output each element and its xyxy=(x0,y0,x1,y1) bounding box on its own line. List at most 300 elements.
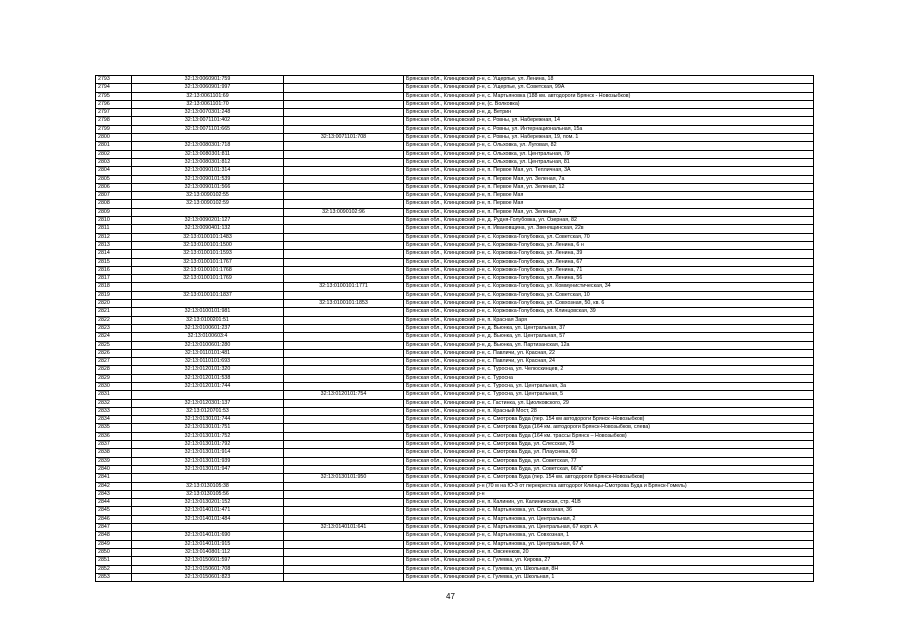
row-number-cell: 2829 xyxy=(96,374,132,382)
row-number-cell: 2845 xyxy=(96,507,132,515)
address-cell: Брянская обл., Клинцовский р-н, с. Коржовка-Голубовка, ул. Ленина, 39 xyxy=(404,250,814,258)
table-row xyxy=(96,208,814,216)
table-row xyxy=(96,548,814,556)
table-row xyxy=(96,524,814,532)
address-cell: Брянская обл., Клинцовский р-н, с. Ольховка, ул. Луговая, 82 xyxy=(404,142,814,150)
address-cell: Брянская обл., Клинцовский р-н, с. Коржовка-Голубовка, ул. Ленина, 71 xyxy=(404,266,814,274)
row-number-cell: 2817 xyxy=(96,275,132,283)
table-row xyxy=(96,532,814,540)
cadastral-number-alt-cell xyxy=(284,407,404,415)
cadastral-number-cell: 32:13:0140101:690 xyxy=(132,532,284,540)
table-row xyxy=(96,316,814,324)
address-cell: Брянская обл., Клинцовский р-н, с. Смотрова Буда, ул. Слесская, 75 xyxy=(404,441,814,449)
cadastral-number-alt-cell xyxy=(284,374,404,382)
cadastral-number-alt-cell xyxy=(284,167,404,175)
table-row xyxy=(96,465,814,473)
cadastral-number-alt-cell xyxy=(284,324,404,332)
address-cell: Брянская обл., Клинцовский р-н, с. Коржовка-Голубовка, ул. Совхозная, 50, кв. 6 xyxy=(404,300,814,308)
cadastral-number-cell: 32:13:0090101:314 xyxy=(132,167,284,175)
cadastral-number-cell: 32:13:0150601:823 xyxy=(132,573,284,581)
cadastral-number-cell: 32:13:0120101:538 xyxy=(132,374,284,382)
table-row xyxy=(96,109,814,117)
cadastral-number-cell xyxy=(132,391,284,399)
address-cell: Брянская обл., Клинцовский р-н, д. Вьюнка, ул. Центральная, 37 xyxy=(404,324,814,332)
cadastral-number-cell: 32:13:0090101:566 xyxy=(132,183,284,191)
table-row xyxy=(96,217,814,225)
address-cell: Брянская обл., Клинцовский р-н, (с. Волковка) xyxy=(404,100,814,108)
table-body xyxy=(96,76,814,582)
address-cell: Брянская обл., Клинцовский р-н, с. Ровны, ул. Интернациональная, 15а xyxy=(404,125,814,133)
row-number-cell: 2804 xyxy=(96,167,132,175)
address-cell: Брянская обл., Клинцовский р-н, п. Первое Мая xyxy=(404,200,814,208)
cadastral-number-cell: 32:13:0080301:812 xyxy=(132,158,284,166)
cadastral-number-cell: 32:13:0120101:320 xyxy=(132,366,284,374)
row-number-cell: 2821 xyxy=(96,308,132,316)
cadastral-number-cell: 32:13:0140101:471 xyxy=(132,507,284,515)
row-number-cell: 2823 xyxy=(96,324,132,332)
cadastral-number-alt-cell: 32:13:0071101:708 xyxy=(284,134,404,142)
table-row xyxy=(96,424,814,432)
cadastral-number-alt-cell xyxy=(284,382,404,390)
row-number-cell: 2840 xyxy=(96,465,132,473)
row-number-cell: 2849 xyxy=(96,540,132,548)
row-number-cell: 2816 xyxy=(96,266,132,274)
cadastral-number-cell: 32:13:0150601:708 xyxy=(132,565,284,573)
table-row xyxy=(96,275,814,283)
cadastral-number-cell: 32:13:0130101:751 xyxy=(132,424,284,432)
cadastral-number-alt-cell xyxy=(284,333,404,341)
address-cell: Брянская обл., Клинцовский р-н, с. Ущерпье, ул. Ленина, 18 xyxy=(404,76,814,84)
cadastral-number-alt-cell xyxy=(284,217,404,225)
cadastral-number-cell xyxy=(132,474,284,482)
cadastral-number-alt-cell xyxy=(284,241,404,249)
cadastral-number-alt-cell xyxy=(284,225,404,233)
row-number-cell: 2837 xyxy=(96,441,132,449)
table-row xyxy=(96,200,814,208)
cadastral-number-cell: 32:13:0140801:112 xyxy=(132,548,284,556)
row-number-cell: 2803 xyxy=(96,158,132,166)
table-row xyxy=(96,192,814,200)
cadastral-number-cell: 32:13:0100201:51 xyxy=(132,316,284,324)
address-cell: Брянская обл., Клинцовский р-н, с. Коржовка-Голубовка, ул. Клинцовская, 39 xyxy=(404,308,814,316)
cadastral-number-cell xyxy=(132,134,284,142)
cadastral-number-alt-cell xyxy=(284,540,404,548)
cadastral-number-alt-cell: 32:13:0140101:641 xyxy=(284,524,404,532)
address-cell: Брянская обл., Клинцовский р-н, п. Первое Мая, ул. Зеленая, 7 xyxy=(404,208,814,216)
row-number-cell: 2819 xyxy=(96,291,132,299)
cadastral-number-alt-cell xyxy=(284,465,404,473)
address-cell: Брянская обл., Клинцовский р-н, д. Вьюнка, ул. Партизанская, 12а xyxy=(404,341,814,349)
table-row xyxy=(96,241,814,249)
cadastral-number-alt-cell xyxy=(284,175,404,183)
row-number-cell: 2818 xyxy=(96,283,132,291)
cadastral-number-alt-cell xyxy=(284,125,404,133)
cadastral-number-cell: 32:13:0130101:947 xyxy=(132,465,284,473)
cadastral-number-cell: 32:13:0100101:1500 xyxy=(132,241,284,249)
table-row xyxy=(96,457,814,465)
table-row xyxy=(96,300,814,308)
row-number-cell: 2828 xyxy=(96,366,132,374)
cadastral-number-cell: 32:13:0110101:481 xyxy=(132,349,284,357)
cadastral-number-alt-cell xyxy=(284,142,404,150)
table-row xyxy=(96,391,814,399)
table-row xyxy=(96,84,814,92)
cadastral-number-cell: 32:13:0090101:539 xyxy=(132,175,284,183)
address-cell: Брянская обл., Клинцовский р-н, с. Смотрова Буда (пер. 154 км автодороги Брянск -Новозыбков) xyxy=(404,416,814,424)
cadastral-number-cell: 32:13:0130101:792 xyxy=(132,441,284,449)
cadastral-number-cell: 32:13:0090401:132 xyxy=(132,225,284,233)
cadastral-number-alt-cell xyxy=(284,316,404,324)
address-cell: Брянская обл., Клинцовский р-н, с. Мартьяновка, ул. Совхозная, 36 xyxy=(404,507,814,515)
cadastral-number-cell: 32:13:0110101:693 xyxy=(132,358,284,366)
table-row xyxy=(96,183,814,191)
table-row xyxy=(96,225,814,233)
cadastral-number-alt-cell xyxy=(284,449,404,457)
cadastral-number-cell: 32:13:0120301:137 xyxy=(132,399,284,407)
table-row xyxy=(96,490,814,498)
cadastral-number-alt-cell xyxy=(284,200,404,208)
cadastral-number-alt-cell xyxy=(284,416,404,424)
cadastral-number-cell: 32:13:0061101:70 xyxy=(132,100,284,108)
address-cell: Брянская обл., Клинцовский р-н, с. Туросна, ул. Челюскинцев, 2 xyxy=(404,366,814,374)
row-number-cell: 2805 xyxy=(96,175,132,183)
address-cell: Брянская обл., Клинцовский р-н, с. Мартьяновка, ул. Центральная, 67 корп. А xyxy=(404,524,814,532)
row-number-cell: 2798 xyxy=(96,117,132,125)
row-number-cell: 2839 xyxy=(96,457,132,465)
cadastral-number-cell: 32:13:0061101:69 xyxy=(132,92,284,100)
cadastral-number-cell: 32:13:0100601:237 xyxy=(132,324,284,332)
cadastral-number-alt-cell xyxy=(284,507,404,515)
row-number-cell: 2811 xyxy=(96,225,132,233)
address-cell: Брянская обл., Клинцовский р-н, п. Первое Мая, ул. Зеленая, 7а xyxy=(404,175,814,183)
address-cell: Брянская обл., Клинцовский р-н, с. Гастинка, ул. Циолковского, 29 xyxy=(404,399,814,407)
row-number-cell: 2820 xyxy=(96,300,132,308)
row-number-cell: 2838 xyxy=(96,449,132,457)
cadastral-number-cell: 32:13:0100101:1483 xyxy=(132,233,284,241)
row-number-cell: 2843 xyxy=(96,490,132,498)
table-row xyxy=(96,441,814,449)
cadastral-table xyxy=(95,75,814,582)
table-row xyxy=(96,565,814,573)
cadastral-number-cell: 32:13:0060901:997 xyxy=(132,84,284,92)
cadastral-number-cell: 32:13:0130201:152 xyxy=(132,499,284,507)
cadastral-number-cell: 32:13:0130105:38 xyxy=(132,482,284,490)
cadastral-number-alt-cell xyxy=(284,399,404,407)
table-row xyxy=(96,557,814,565)
cadastral-number-cell: 32:13:0080301:811 xyxy=(132,150,284,158)
address-cell: Брянская обл., Клинцовский р-н, с. Гулевка, ул. Школьная, 8Н xyxy=(404,565,814,573)
table-row xyxy=(96,233,814,241)
cadastral-number-alt-cell: 32:13:0100101:1853 xyxy=(284,300,404,308)
table-row xyxy=(96,416,814,424)
address-cell: Брянская обл., Клинцовский р-н, п. Красный Мост, 28 xyxy=(404,407,814,415)
address-cell: Брянская обл., Клинцовский р-н, с. Мартьяновка, ул. Центральная, 67 А xyxy=(404,540,814,548)
row-number-cell: 2846 xyxy=(96,515,132,523)
address-cell: Брянская обл., Клинцовский р-н, с. Ольховка, ул. Центральная, 81 xyxy=(404,158,814,166)
address-cell: Брянская обл., Клинцовский р-н, с. Смотрова Буда, ул. Советская, 77 xyxy=(404,457,814,465)
address-cell: Брянская обл., Клинцовский р-н, п. Ивановщина, ул. Звенящинская, 22в xyxy=(404,225,814,233)
table-row xyxy=(96,573,814,581)
address-cell: Брянская обл., Клинцовский р-н, с. Гулевка, ул. Кирова, 27 xyxy=(404,557,814,565)
address-cell: Брянская обл., Клинцовский р-н, д. Вьюнка, ул. Центральная, 57 xyxy=(404,333,814,341)
row-number-cell: 2799 xyxy=(96,125,132,133)
address-cell: Брянская обл., Клинцовский р-н, с. Смотрова Буда (пер. 154 км. автодороги Брянск-Новозыбков) xyxy=(404,474,814,482)
cadastral-number-alt-cell xyxy=(284,565,404,573)
address-cell: Брянская обл., Клинцовский р-н, с. Туросна, ул. Центральная, 5 xyxy=(404,391,814,399)
cadastral-number-cell: 32:13:0080301:718 xyxy=(132,142,284,150)
address-cell: Брянская обл., Клинцовский р-н, с. Коржовка-Голубовка, ул. Ленина, 6 н xyxy=(404,241,814,249)
address-cell: Брянская обл., Клинцовский р-н, п. Первое Мая, ул. Зеленая, 12 xyxy=(404,183,814,191)
cadastral-number-cell: 32:13:0130101:914 xyxy=(132,449,284,457)
cadastral-number-cell: 32:13:0150601:597 xyxy=(132,557,284,565)
table-row xyxy=(96,499,814,507)
cadastral-number-alt-cell xyxy=(284,84,404,92)
cadastral-number-cell: 32:13:0100101:1837 xyxy=(132,291,284,299)
address-cell: Брянская обл., Клинцовский р-н, с. Павличи, ул. Красная, 22 xyxy=(404,349,814,357)
row-number-cell: 2794 xyxy=(96,84,132,92)
cadastral-number-alt-cell: 32:13:0100101:1771 xyxy=(284,283,404,291)
row-number-cell: 2836 xyxy=(96,432,132,440)
table-row xyxy=(96,92,814,100)
cadastral-number-cell: 32:13:0130101:752 xyxy=(132,432,284,440)
cadastral-number-cell: 32:13:0100601:280 xyxy=(132,341,284,349)
address-cell: Брянская обл., Клинцовский р-н, д. Рудня-Голубовка, ул. Озерная, 82 xyxy=(404,217,814,225)
table-row xyxy=(96,515,814,523)
row-number-cell: 2806 xyxy=(96,183,132,191)
cadastral-number-cell: 32:13:0071101:665 xyxy=(132,125,284,133)
cadastral-number-alt-cell xyxy=(284,366,404,374)
table-row xyxy=(96,399,814,407)
table-row xyxy=(96,142,814,150)
cadastral-number-cell xyxy=(132,208,284,216)
cadastral-number-alt-cell xyxy=(284,532,404,540)
address-cell: Брянская обл., Клинцовский р-н, с. Мартьяновка, ул. Совхозная, 1 xyxy=(404,532,814,540)
cadastral-number-alt-cell xyxy=(284,250,404,258)
table-row xyxy=(96,382,814,390)
row-number-cell: 2847 xyxy=(96,524,132,532)
table-row xyxy=(96,366,814,374)
cadastral-number-alt-cell xyxy=(284,291,404,299)
cadastral-number-alt-cell xyxy=(284,482,404,490)
cadastral-number-cell: 32:13:0130101:939 xyxy=(132,457,284,465)
cadastral-number-alt-cell xyxy=(284,117,404,125)
address-cell: Брянская обл., Клинцовский р-н, с. Туросна xyxy=(404,374,814,382)
cadastral-number-alt-cell xyxy=(284,490,404,498)
cadastral-number-cell xyxy=(132,283,284,291)
address-cell: Брянская обл., Клинцовский р-н, с. Коржовка-Голубовка, ул. Ленина, 67 xyxy=(404,258,814,266)
cadastral-number-alt-cell xyxy=(284,192,404,200)
row-number-cell: 2815 xyxy=(96,258,132,266)
table-row xyxy=(96,474,814,482)
table-row xyxy=(96,374,814,382)
row-number-cell: 2793 xyxy=(96,76,132,84)
row-number-cell: 2844 xyxy=(96,499,132,507)
table-row xyxy=(96,341,814,349)
cadastral-number-alt-cell: 32:13:0130101:950 xyxy=(284,474,404,482)
address-cell: Брянская обл., Клинцовский р-н, с. Коржовка-Голубовка, ул. Советская, 10 xyxy=(404,291,814,299)
address-cell: Брянская обл., Клинцовский р-н, с. Гулевка, ул. Школьная, 1 xyxy=(404,573,814,581)
address-cell: Брянская обл., Клинцовский р-н (70 м на Ю-З от перекрестка автодорог Клинцы-Смотрова Буда и Брянск-Гомель) xyxy=(404,482,814,490)
cadastral-number-cell: 32:13:0130101:744 xyxy=(132,416,284,424)
row-number-cell: 2827 xyxy=(96,358,132,366)
address-cell: Брянская обл., Клинцовский р-н, с. Смотрова Буда (164 км. трассы Брянск – Новозыбков) xyxy=(404,432,814,440)
row-number-cell: 2812 xyxy=(96,233,132,241)
cadastral-number-cell: 32:13:0060901:759 xyxy=(132,76,284,84)
cadastral-number-alt-cell xyxy=(284,573,404,581)
table-row xyxy=(96,507,814,515)
row-number-cell: 2796 xyxy=(96,100,132,108)
cadastral-number-cell: 32:13:0120101:744 xyxy=(132,382,284,390)
table-row xyxy=(96,266,814,274)
row-number-cell: 2801 xyxy=(96,142,132,150)
address-cell: Брянская обл., Клинцовский р-н, с. Смотрова Буда, ул. Плауснека, 60 xyxy=(404,449,814,457)
table-row xyxy=(96,540,814,548)
row-number-cell: 2802 xyxy=(96,150,132,158)
cadastral-number-cell: 32:13:0100101:1593 xyxy=(132,250,284,258)
address-cell: Брянская обл., Клинцовский р-н, с. Ровны, ул. Набережная, 14 xyxy=(404,117,814,125)
row-number-cell: 2851 xyxy=(96,557,132,565)
table-row xyxy=(96,291,814,299)
cadastral-number-alt-cell xyxy=(284,341,404,349)
cadastral-number-alt-cell xyxy=(284,308,404,316)
row-number-cell: 2810 xyxy=(96,217,132,225)
cadastral-number-cell: 32:13:0100101:981 xyxy=(132,308,284,316)
table-row xyxy=(96,117,814,125)
cadastral-number-cell: 32:13:0100603:4 xyxy=(132,333,284,341)
row-number-cell: 2826 xyxy=(96,349,132,357)
table-row xyxy=(96,175,814,183)
address-cell: Брянская обл., Клинцовский р-н, с. Ущерпье, ул. Советская, 99А xyxy=(404,84,814,92)
cadastral-number-alt-cell xyxy=(284,441,404,449)
cadastral-number-cell: 32:13:0120701:53 xyxy=(132,407,284,415)
cadastral-number-alt-cell xyxy=(284,183,404,191)
row-number-cell: 2809 xyxy=(96,208,132,216)
table-row xyxy=(96,125,814,133)
table-row xyxy=(96,407,814,415)
row-number-cell: 2853 xyxy=(96,573,132,581)
address-cell: Брянская обл., Клинцовский р-н, с. Мартьяновка, ул. Центральная, 2 xyxy=(404,515,814,523)
cadastral-number-cell: 32:13:0130105:56 xyxy=(132,490,284,498)
address-cell: Брянская обл., Клинцовский р-н, п. Первое Мая xyxy=(404,192,814,200)
cadastral-number-alt-cell xyxy=(284,100,404,108)
cadastral-number-alt-cell: 32:13:0090102:96 xyxy=(284,208,404,216)
cadastral-number-cell: 32:13:0070301:248 xyxy=(132,109,284,117)
table-row xyxy=(96,167,814,175)
cadastral-number-cell xyxy=(132,524,284,532)
address-cell: Брянская обл., Клинцовский р-н, п. Первое Мая, ул. Тепличная, 3А xyxy=(404,167,814,175)
address-cell: Брянская обл., Клинцовский р-н, с. Смотрова Буда, ул. Советская, 66"а" xyxy=(404,465,814,473)
row-number-cell: 2813 xyxy=(96,241,132,249)
cadastral-number-alt-cell xyxy=(284,275,404,283)
row-number-cell: 2825 xyxy=(96,341,132,349)
cadastral-number-alt-cell xyxy=(284,76,404,84)
address-cell: Брянская обл., Клинцовский р-н xyxy=(404,490,814,498)
cadastral-number-alt-cell xyxy=(284,233,404,241)
row-number-cell: 2832 xyxy=(96,399,132,407)
cadastral-number-alt-cell xyxy=(284,266,404,274)
address-cell: Брянская обл., Клинцовский р-н, с. Мартьяновка (188 км. автодороги Брянск - Новозыбков) xyxy=(404,92,814,100)
cadastral-number-cell: 32:13:0100101:1769 xyxy=(132,275,284,283)
address-cell: Брянская обл., Клинцовский р-н, с. Смотрова Буда (164 км. автодороги Брянск-Новозыбков, слева) xyxy=(404,424,814,432)
row-number-cell: 2831 xyxy=(96,391,132,399)
cadastral-number-cell: 32:13:0090201:127 xyxy=(132,217,284,225)
address-cell: Брянская обл., Клинцовский р-н, с. Павличи, ул. Красная, 24 xyxy=(404,358,814,366)
row-number-cell: 2814 xyxy=(96,250,132,258)
row-number-cell: 2830 xyxy=(96,382,132,390)
cadastral-number-alt-cell xyxy=(284,457,404,465)
cadastral-number-alt-cell xyxy=(284,92,404,100)
cadastral-number-cell: 32:13:0100101:1767 xyxy=(132,258,284,266)
table-row xyxy=(96,250,814,258)
row-number-cell: 2852 xyxy=(96,565,132,573)
row-number-cell: 2822 xyxy=(96,316,132,324)
row-number-cell: 2797 xyxy=(96,109,132,117)
cadastral-number-alt-cell: 32:13:0120101:754 xyxy=(284,391,404,399)
table-row xyxy=(96,333,814,341)
cadastral-number-cell xyxy=(132,300,284,308)
cadastral-number-alt-cell xyxy=(284,158,404,166)
table-row xyxy=(96,76,814,84)
row-number-cell: 2800 xyxy=(96,134,132,142)
row-number-cell: 2842 xyxy=(96,482,132,490)
table-row xyxy=(96,308,814,316)
cadastral-number-alt-cell xyxy=(284,109,404,117)
address-cell: Брянская обл., Клинцовский р-н, п. Калинин, ул. Калининская, стр. 41В xyxy=(404,499,814,507)
table-row xyxy=(96,258,814,266)
address-cell: Брянская обл., Клинцовский р-н, с. Туросна, ул. Центральная, 3а xyxy=(404,382,814,390)
table-row xyxy=(96,150,814,158)
cadastral-number-cell: 32:13:0100101:1768 xyxy=(132,266,284,274)
table-row xyxy=(96,432,814,440)
table-row xyxy=(96,283,814,291)
cadastral-number-alt-cell xyxy=(284,557,404,565)
address-cell: Брянская обл., Клинцовский р-н, п. Красная Заря xyxy=(404,316,814,324)
cadastral-number-alt-cell xyxy=(284,515,404,523)
cadastral-number-alt-cell xyxy=(284,424,404,432)
cadastral-number-alt-cell xyxy=(284,150,404,158)
row-number-cell: 2841 xyxy=(96,474,132,482)
row-number-cell: 2808 xyxy=(96,200,132,208)
cadastral-number-cell: 32:13:0140101:915 xyxy=(132,540,284,548)
cadastral-number-cell: 32:13:0140101:484 xyxy=(132,515,284,523)
row-number-cell: 2824 xyxy=(96,333,132,341)
cadastral-number-cell: 32:13:0071101:402 xyxy=(132,117,284,125)
row-number-cell: 2835 xyxy=(96,424,132,432)
address-cell: Брянская обл., Клинцовский р-н, с. Коржовка-Голубовка, ул. Ленина, 56 xyxy=(404,275,814,283)
address-cell: Брянская обл., Клинцовский р-н, д. Ветрин xyxy=(404,109,814,117)
address-cell: Брянская обл., Клинцовский р-н, с. Коржовка-Голубовка, ул. Коммунистическая, 34 xyxy=(404,283,814,291)
row-number-cell: 2833 xyxy=(96,407,132,415)
cadastral-number-alt-cell xyxy=(284,548,404,556)
table-row xyxy=(96,358,814,366)
table-row xyxy=(96,349,814,357)
table-row xyxy=(96,134,814,142)
row-number-cell: 2850 xyxy=(96,548,132,556)
cadastral-number-alt-cell xyxy=(284,258,404,266)
cadastral-number-alt-cell xyxy=(284,432,404,440)
cadastral-number-alt-cell xyxy=(284,499,404,507)
address-cell: Брянская обл., Клинцовский р-н, с. Коржовка-Голубовка, ул. Советская, 70 xyxy=(404,233,814,241)
page-number: 47 xyxy=(446,592,455,601)
cadastral-number-cell: 32:13:0090102:55 xyxy=(132,192,284,200)
table-row xyxy=(96,449,814,457)
row-number-cell: 2834 xyxy=(96,416,132,424)
address-cell: Брянская обл., Клинцовский р-н, п. Овсеенков, 20 xyxy=(404,548,814,556)
address-cell: Брянская обл., Клинцовский р-н, с. Ольховка, ул. Центральная, 79 xyxy=(404,150,814,158)
table-row xyxy=(96,482,814,490)
row-number-cell: 2807 xyxy=(96,192,132,200)
cadastral-number-cell: 32:13:0090102:59 xyxy=(132,200,284,208)
